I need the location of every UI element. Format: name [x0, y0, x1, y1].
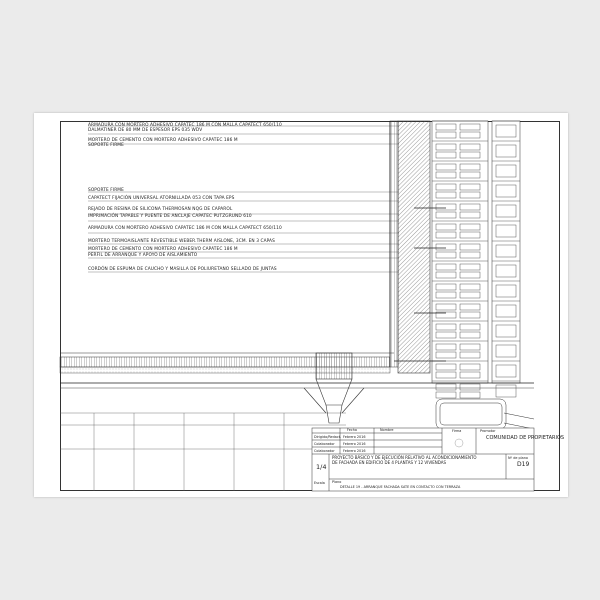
plan-number: D19 [517, 461, 530, 468]
scale-value: 1/4 [316, 463, 327, 471]
row-role: Colaborador [314, 449, 335, 453]
row-role: Dirigido/Redact. [314, 435, 342, 439]
note: PERFIL DE ARRANQUE Y APOYO DE AISLAMIENTO [88, 253, 198, 258]
insulation-layer [398, 121, 430, 373]
scale-caption: Escala [314, 481, 325, 485]
note: DALMATINER DE 80 MM DE ESPESOR EPS 035 WDV [88, 128, 203, 133]
plan-number-caption: Nº de plano [508, 456, 528, 460]
plano-title: DETALLE 19 - ARRANQUE FACHADA SATE EN CONTACTO CON TERRAZA [340, 485, 461, 489]
header-promotor: Promotor [480, 429, 496, 433]
project-title-2: DE FACHADA EN EDIFICIO DE 4 PLANTAS Y 12 VIVIENDAS [332, 460, 447, 465]
note: CAPATECT FIJACIÓN UNIVERSAL ATORNILLADA 053 CON TAPA EPS [88, 196, 235, 201]
note: MORTERO DE CEMENTO CON MORTERO ADHESIVO CAPATEC 186 M [88, 138, 238, 143]
note: ARMADURA CON MORTERO ADHESIVO CAPATEC 186 M CON MALLA CAPATECT 650/110 [88, 226, 282, 231]
plano-caption: Plano [332, 480, 342, 484]
note: MORTERO DE CEMENTO CON MORTERO ADHESIVO CAPATEC 186 M [88, 247, 238, 252]
row-role: Colaborador [314, 442, 335, 446]
note: MORTERO TERMOAISLANTE REVESTIBLE WEBER.THERM AISLONE, 3CM. EN 3 CAPAS [88, 239, 275, 244]
drawing-sheet [34, 113, 568, 497]
row-date: Febrero 2016 [343, 435, 366, 439]
client-name: COMUNIDAD DE PROPIETARIOS [486, 435, 565, 441]
note: SOPORTE FIRME [88, 188, 124, 193]
row-date: Febrero 2016 [343, 449, 366, 453]
note: REJADO DE RESINA DE SILICONA THERMOSAN NQG DE CAPAROL [88, 207, 233, 212]
header-nombre: Nombre [380, 428, 394, 432]
project-title: PROYECTO BÁSICO Y DE EJECUCIÓN RELATIVO AL ACONDICIONAMIENTO [332, 455, 477, 460]
row-date: Febrero 2016 [343, 442, 366, 446]
note: SOPORTE FIRME [88, 143, 124, 148]
note: CORDÓN DE ESPUMA DE CAUCHO Y MASILLA DE POLIURETANO SELLADO DE JUNTAS [88, 267, 277, 272]
note: IMPRIMACIÓN TAPABLE Y PUENTE DE ANCLAJE CAPATEC PUTZGRUND 610 [88, 214, 252, 219]
header-fecha: Fecha [347, 428, 357, 432]
note: ARMADURA CON MORTERO ADHESIVO CAPATEC 186 M CON MALLA CAPATECT 650/110 [88, 123, 282, 128]
header-firma: Firma [452, 429, 462, 433]
